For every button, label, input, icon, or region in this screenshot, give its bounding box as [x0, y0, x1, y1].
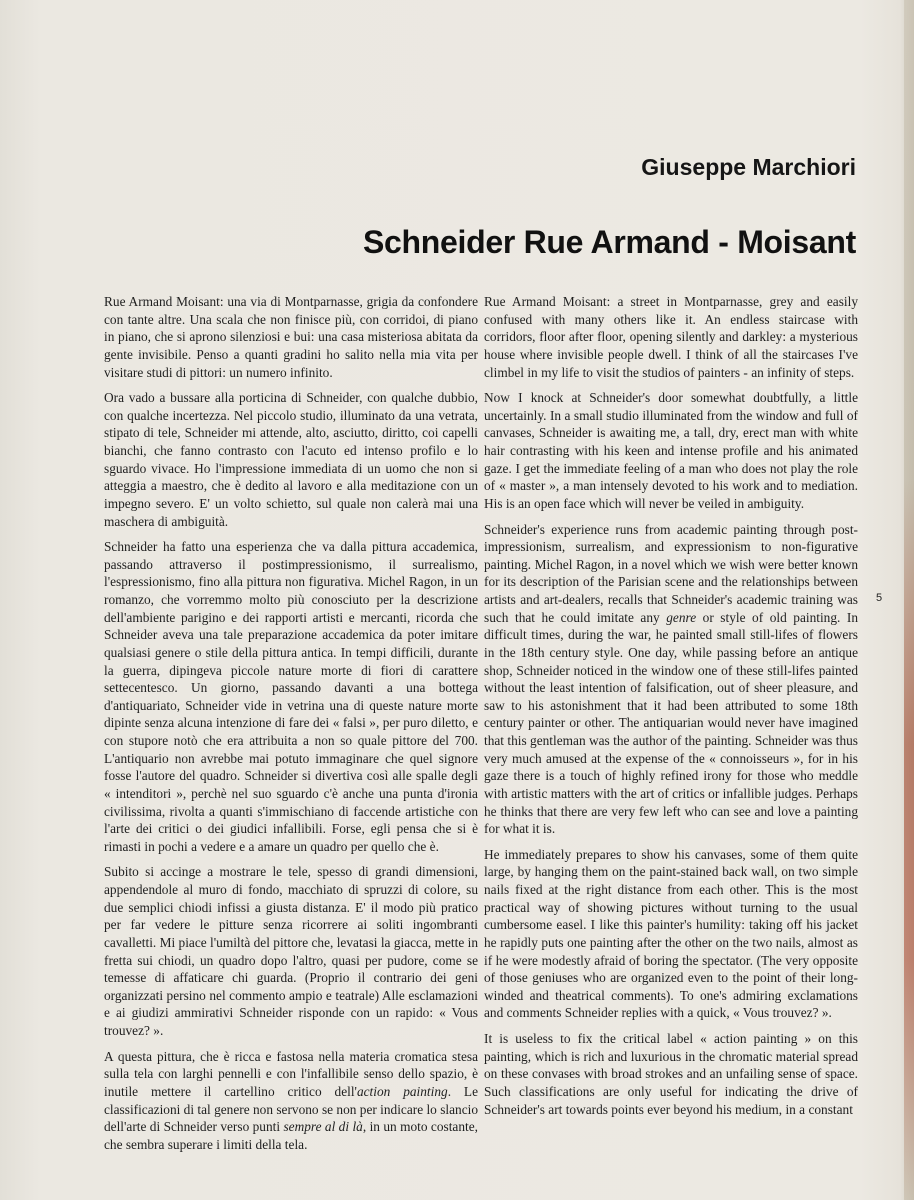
english-paragraph-4: He immediately prepares to show his canvases, some of them quite large, by hanging them on the paint-stained back wall, on two simple nails fixed at the right distance from each other. This is the most practical way of showing pictures without turning to the usual cumbersome easel. I like this painter's humility: taking off his jacket he rapidly puts one painting after the other on the two nails, almost as if he were modestly afraid of boring the spectator. (The very opposite of those geniuses who are organized even to the point of their long-winded and theatrical comments). To one's admiring exclamations and comments Schneider replies with a quick, « Vous trouvez? ». [484, 846, 858, 1021]
english-paragraph-3 [484, 521, 858, 838]
english-paragraph-1: Rue Armand Moisant: a street in Montparnasse, grey and easily confused with many others like it. An endless staircase with corridors, floor after floor, opening silently and darkley: a mysterious house where invisible people dwell. I think of all the staircases I've climbel in my life to visit the studios of painters - an infinity of steps. [484, 294, 858, 380]
italian-paragraph-4: Subito si accinge a mostrare le tele, spesso di grandi dimensioni, appendendole al muro di fondo, macchiato di spruzzi di colore, su due semplici chiodi infissi a giusta distanza. E' il modo più pratico per far vedere le pitture senza ricorrere ai soliti ingombranti cavalletti. Mi piace l'umiltà del pittore che, levatasi la giacca, mette in fretta sui chiodi, un quadro dopo l'altro, quasi per pudore, come se temesse di affaticare chi guarda. (Proprio il contrario dei geni organizzati persino nel commento ampio e teatrale) Alle esclamazioni e ai giudizi ammirativi Schneider risponde con un rapido: « Vous trouvez? ». [104, 864, 478, 1038]
italic-term: genre [666, 609, 697, 625]
english-column [484, 293, 858, 1126]
english-paragraph-2: Now I knock at Schneider's door somewhat doubtfully, a little uncertainly. In a small studio illuminated from the window and full of canvases, Schneider is awaiting me, a tall, dry, erect man with white hair contrasting with his keen and intense profile and his animated gaze. I get the immediate feeling of a man who does not play the role of « master », a man intensely devoted to his work and to mediation. His is an open face which will never be veiled in ambiguity. [484, 390, 858, 511]
english-paragraph-5: It is useless to fix the critical label « action painting » on this painting, which is rich and luxurious in the chromatic material spread on these convases with broad strokes and an unfailing sense of space. Such classifications are only useful for indicating the drive of Schneider's art towards points ever beyond his medium, in a constant [484, 1031, 858, 1117]
author-name: Giuseppe Marchiori [641, 154, 856, 180]
text-run: . Le classificazioni di tal genere non servono se non per indicare lo slancio dell'arte di Schneider verso punti [104, 1083, 479, 1135]
page-edge-strip [904, 0, 914, 1200]
italian-paragraph-5 [104, 1048, 478, 1154]
italian-paragraph-1: Rue Armand Moisant: una via di Montparnasse, grigia da confondere con tante altre. Una scala che non finisce più, con corridoi, di piano in piano, che si aprono silenziosi e bui: una casa misteriosa abitata da gente invisibile. Penso a quanti gradini ho salito nella mia vita per visitare studi di pittori: un numero infinito. [104, 294, 478, 380]
text-run: A questa pittura, che è ricca e fastosa nella materia cromatica stesa sulla tela con larghi pennelli e con l'infallibile senso dello spazio, è inutile mettere il cartellino critico dell' [104, 1048, 478, 1099]
italian-paragraph-2: Ora vado a bussare alla porticina di Schneider, con qualche dubbio, con qualche incertezza. Nel piccolo studio, illuminato da una vetrata, stipato di tele, Schneider mi attende, alto, asciutto, diritto, coi capelli bianchi, che fanno contrasto con l'acuto ed intenso profilo e lo sguardo vivace. Ho l'impressione immediata di un uomo che non si atteggia a maestro, che è dedito al lavoro e alla meditazione con un impegno severo. E' un volto schietto, sul quale non calerà mai una maschera di ambiguità. [104, 390, 478, 529]
article-title: Schneider Rue Armand - Moisant [362, 224, 856, 260]
italic-phrase: sempre al di là [283, 1119, 363, 1135]
page-number: 5 [876, 592, 883, 604]
text-run: Schneider's experience runs from academic painting through post-impressionism, surrealism, and expressionism to non-figurative painting. Michel Ragon, in a novel which we wish were better known for its description of the Parisian scene and the relationships between artists and art-dealers, recalls that Schneider's academic training was such that he could imitate any [484, 521, 858, 625]
italic-term: action painting [356, 1083, 448, 1099]
text-run: or style of old painting. In difficult times, during the war, he painted small still-lifes of flowers in the 18th century style. One day, while passing before an antique shop, Schneider noticed in the window one of these still-lifes painted without the least intention of falsification, out of sheer pleasure, and saw to his astonishment that it had been attributed to some 18th century painter or other. The antiquarian would never have imagined that this gentleman was the author of the painting. Schneider was thus very much amused at the expense of the « connoisseurs », for in his gaze there is a touch of highly refined irony for those who meddle with artistic matters with the art of critics or infallible judges. Perhaps he thinks that there are very few left who can see and love a painting for what it is. [484, 609, 858, 837]
text-run: , in un moto costante, che sembra superare i limiti della tela. [104, 1119, 478, 1152]
italian-column [104, 293, 478, 1161]
italian-paragraph-3: Schneider ha fatto una esperienza che va dalla pittura accademica, passando attraverso il postimpressionismo, il surrealismo, l'espressionismo, fino alla pittura non figurativa. Michel Ragon, in un romanzo, che vorremmo molto più conosciuto per la descrizione dell'ambiente parigino e dei rapporti artisti e mercanti, ricorda che Schneider aveva una tale preparazione accademica da poter imitare qualsiasi genere o stile della pittura antica. In tempi difficili, durante la guerra, dipingeva piccole nature morte di fiori di carattere settecentesco. Un giorno, passando davanti a una bottega d'antiquariato, Schneider vide in vetrina una di queste nature morte dipinte senza alcuna intenzione di fare dei « falsi », per puro diletto, e con stupore notò che era attribuita a non so quale pittore del 700. L'antiquario non avrebbe mai potuto immaginare che quel signore fosse l'autore del quadro. Schneider si divertiva così alle spalle degli « intenditori », perchè nel suo sguardo c'è anche una punta d'ironia civilissima, rivolta a quanti s'immischiano di faccende artistiche con l'arte dei critici o dei giudici infallibili. Forse, egli pensa che si è rimasti in pochi a vedere e a amare un quadro per quello che è. [104, 539, 478, 854]
